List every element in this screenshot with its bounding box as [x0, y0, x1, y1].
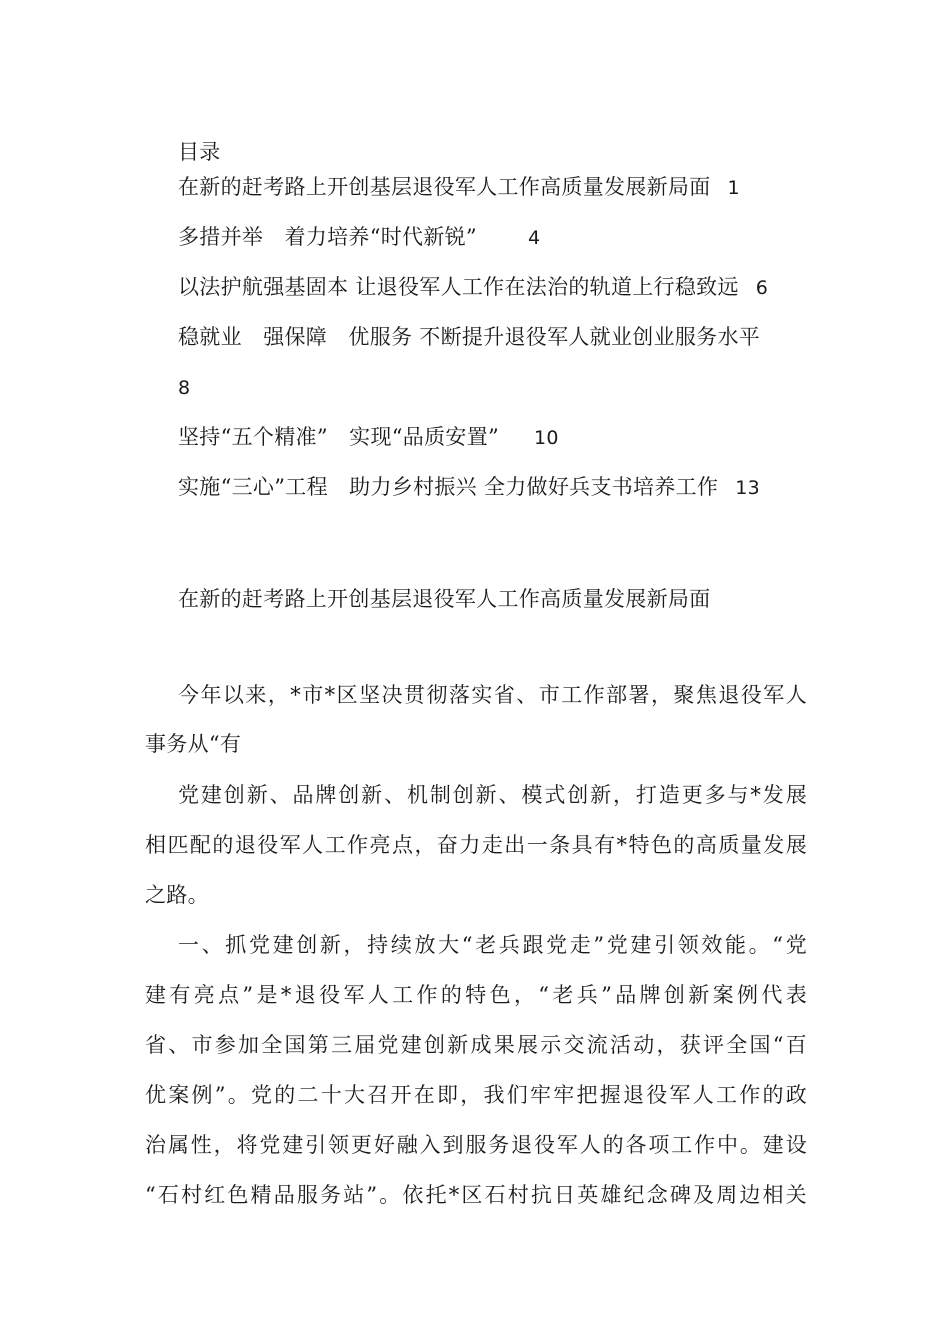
body-line: 省、市参加全国第三届党建创新成果展示交流活动，获评全国“百 [145, 1033, 807, 1057]
toc-item[interactable] [178, 272, 768, 303]
body-line: 之路。 [145, 883, 209, 907]
toc-item-text: 实施“三心”工程 助力乡村振兴 全力做好兵支书培养工作 [178, 475, 719, 499]
toc-item[interactable] [178, 422, 559, 453]
body-line: 事务从“有 [145, 732, 242, 756]
toc-item[interactable] [178, 322, 760, 352]
toc-item-page: 13 [735, 477, 761, 499]
toc-item-text: 稳就业 强保障 优服务 不断提升退役军人就业创业服务水平 [178, 325, 761, 349]
toc-item-text: 在新的赶考路上开创基层退役军人工作高质量发展新局面 [178, 175, 711, 199]
body-line: 相匹配的退役军人工作亮点，奋力走出一条具有*特色的高质量发展 [145, 833, 807, 857]
toc-title: 目录 [178, 140, 221, 164]
toc-item-text: 以法护航强基固本 让退役军人工作在法治的轨道上行稳致远 [178, 275, 739, 299]
article-heading: 在新的赶考路上开创基层退役军人工作高质量发展新局面 [178, 587, 711, 611]
body-line: 优案例”。党的二十大召开在即，我们牢牢把握退役军人工作的政 [145, 1083, 807, 1107]
toc-item[interactable] [178, 222, 540, 253]
toc-item[interactable] [178, 372, 190, 403]
toc-item-page: 1 [727, 177, 740, 199]
body-line: 今年以来，*市*区坚决贯彻落实省、市工作部署，聚焦退役军人 [178, 683, 807, 707]
toc-item-page: 8 [178, 377, 191, 399]
toc-item-text: 多措并举 着力培养“时代新锐” [178, 225, 477, 249]
toc-item[interactable] [178, 472, 760, 503]
body-line: 治属性，将党建引领更好融入到服务退役军人的各项工作中。建设 [145, 1133, 807, 1157]
body-line: 建有亮点”是*退役军人工作的特色，“老兵”品牌创新案例代表 [145, 983, 807, 1007]
toc-item-page: 4 [527, 227, 541, 249]
toc-item[interactable] [178, 172, 740, 203]
body-line: 党建创新、品牌创新、机制创新、模式创新，打造更多与*发展 [178, 783, 807, 807]
toc-item-page: 10 [534, 427, 559, 449]
toc-item-page: 6 [755, 277, 769, 299]
body-line: “石村红色精品服务站”。依托*区石村抗日英雄纪念碑及周边相关 [145, 1183, 807, 1207]
body-line: 一、抓党建创新，持续放大“老兵跟党走”党建引领效能。“党 [178, 933, 807, 957]
toc-item-text: 坚持“五个精准” 实现“品质安置” [178, 425, 500, 449]
